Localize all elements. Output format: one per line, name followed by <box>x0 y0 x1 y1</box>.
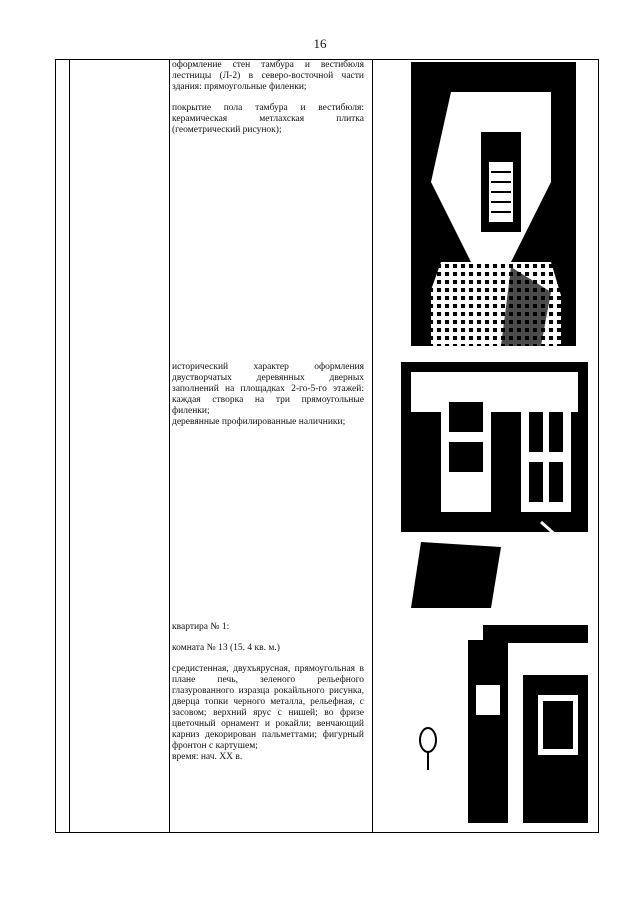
casings-text: деревянные профилированные наличники; <box>172 417 346 427</box>
stove-photo <box>383 625 588 823</box>
doors-text: исторический характер оформления двустворчатых деревянных дверных заполнений на площадках 2-го-5-го этажей: каждая створка на три прямоугольные филенки; <box>172 362 364 416</box>
walls-text: оформление стен тамбура и вестибюля лестницы (Л-2) в северо-восточной части здания: прямоугольные филенки; <box>172 60 364 92</box>
page-number: 16 <box>313 36 327 51</box>
apartment-label: квартира № 1: <box>172 622 230 632</box>
doors-photo <box>401 362 588 608</box>
row3-description <box>172 622 364 763</box>
column-divider <box>69 60 70 832</box>
column-divider <box>169 60 170 832</box>
room-label: комната № 13 (15. 4 кв. м.) <box>172 643 280 653</box>
floor-text: покрытие пола тамбура и вестибюля: керамическая метлахская плитка (геометрический рисунок); <box>172 103 364 135</box>
vestibule-photo <box>411 62 576 346</box>
row1-description <box>172 60 364 146</box>
time-text: время: нач. XX в. <box>172 752 243 762</box>
column-divider <box>372 60 373 832</box>
row2-description <box>172 362 364 428</box>
stove-text: средистенная, двухъярусная, прямоугольная в плане печь, зеленого рельефного глазурованного изразца рокайльного рисунка, дверца топки черного металла, рельефная, с засовом; верхний ярус с нишей; во фризе цветочный орнамент и рокайли; венчающий карниз декорирован пальметтами; фигурный фронтон с картушем; <box>172 664 364 751</box>
